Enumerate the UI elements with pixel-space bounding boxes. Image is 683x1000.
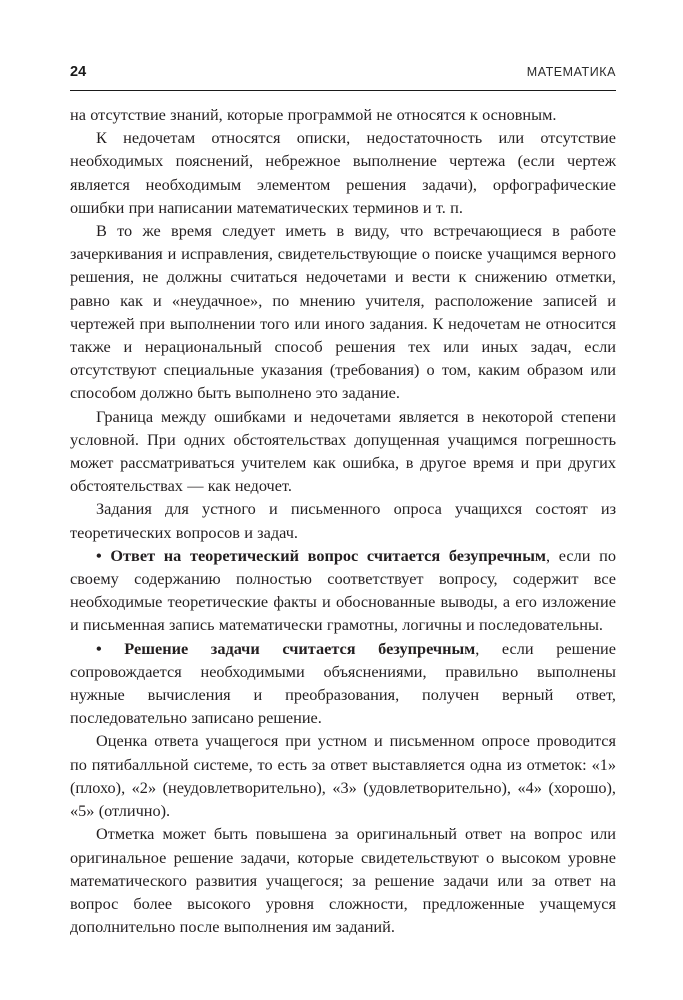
paragraph-p2: К недочетам относятся описки, недостаточность или отсутствие необходимых пояснений, небрежное выполнение чертежа (если чертеж является необходимым элементом решения задачи), орфографические ошибки при написании математических терминов и т. п.	[70, 128, 616, 217]
body-text-column	[70, 103, 616, 938]
bullet-bold-lead-b1: Ответ на теоретический вопрос считается безупречным	[110, 545, 546, 565]
header-divider-rule	[70, 90, 616, 91]
paragraph-p7: Отметка может быть повышена за оригинальный ответ на вопрос или оригинальное решение задачи, которые свидетельствуют о высоком уровне математического развития учащегося; за решение задачи или за ответ на вопрос более высокого уровня сложности, предложенные учащемуся дополнительно после выполнения им заданий.	[70, 824, 616, 937]
paragraph-p1: на отсутствие знаний, которые программой не относятся к основным.	[70, 105, 557, 124]
bullet-item-b2	[70, 637, 616, 730]
page-number: 24	[70, 64, 87, 80]
running-head-title: МАТЕМАТИКА	[526, 65, 616, 79]
bullet-marker-icon: •	[96, 545, 102, 565]
paragraph-p6: Оценка ответа учащегося при устном и письменном опросе проводится по пятибалльной системе, то есть за ответ выставляется одна из отметок: «1» (плохо), «2» (неудовлетворительно), «3» (удовлетворительно), «4» (хорошо), «5» (отлично).	[70, 731, 616, 821]
bullet-rest-b2: , если решение сопровождается необходимыми объяснениями, правильно выполнены нужные вычисления и преобразования, получен верный ответ, последовательно записано решение.	[70, 638, 616, 728]
bullet-rest-b1: , если по своему содержанию полностью соответствует вопросу, содержит все необходимые теоретические факты и обоснованные выводы, а его изложение и письменная запись математически грамотны, логичны и последовательны.	[70, 545, 616, 635]
paragraph-p3: В то же время следует иметь в виду, что встречающиеся в работе зачеркивания и исправления, свидетельствующие о поиске учащимся верного решения, не должны считаться недочетами и вести к снижению отметки, равно как и «неудачное», по мнению учителя, расположение записей и чертежей при выполнении того или иного задания. К недочетам не относится также и нерациональный способ решения тех или иных задач, если отсутствуют специальные указания (требования) о том, каким образом или способом должно быть выполнено это задание.	[70, 221, 616, 403]
bullet-bold-lead-b2: Решение задачи считается безупречным	[124, 638, 476, 658]
bullet-item-b1	[70, 544, 616, 637]
bullet-spacer	[102, 639, 125, 658]
paragraph-p5: Задания для устного и письменного опроса учащихся состоят из теоретических вопросов и задач.	[70, 499, 616, 542]
page-header	[70, 64, 616, 86]
bullet-marker-icon: •	[96, 638, 102, 658]
paragraph-p4: Граница между ошибками и недочетами является в некоторой степени условной. При одних обстоятельствах допущенная учащимся погрешность может рассматриваться учителем как ошибка, в другое время и при других обстоятельствах — как недочет.	[70, 406, 616, 496]
